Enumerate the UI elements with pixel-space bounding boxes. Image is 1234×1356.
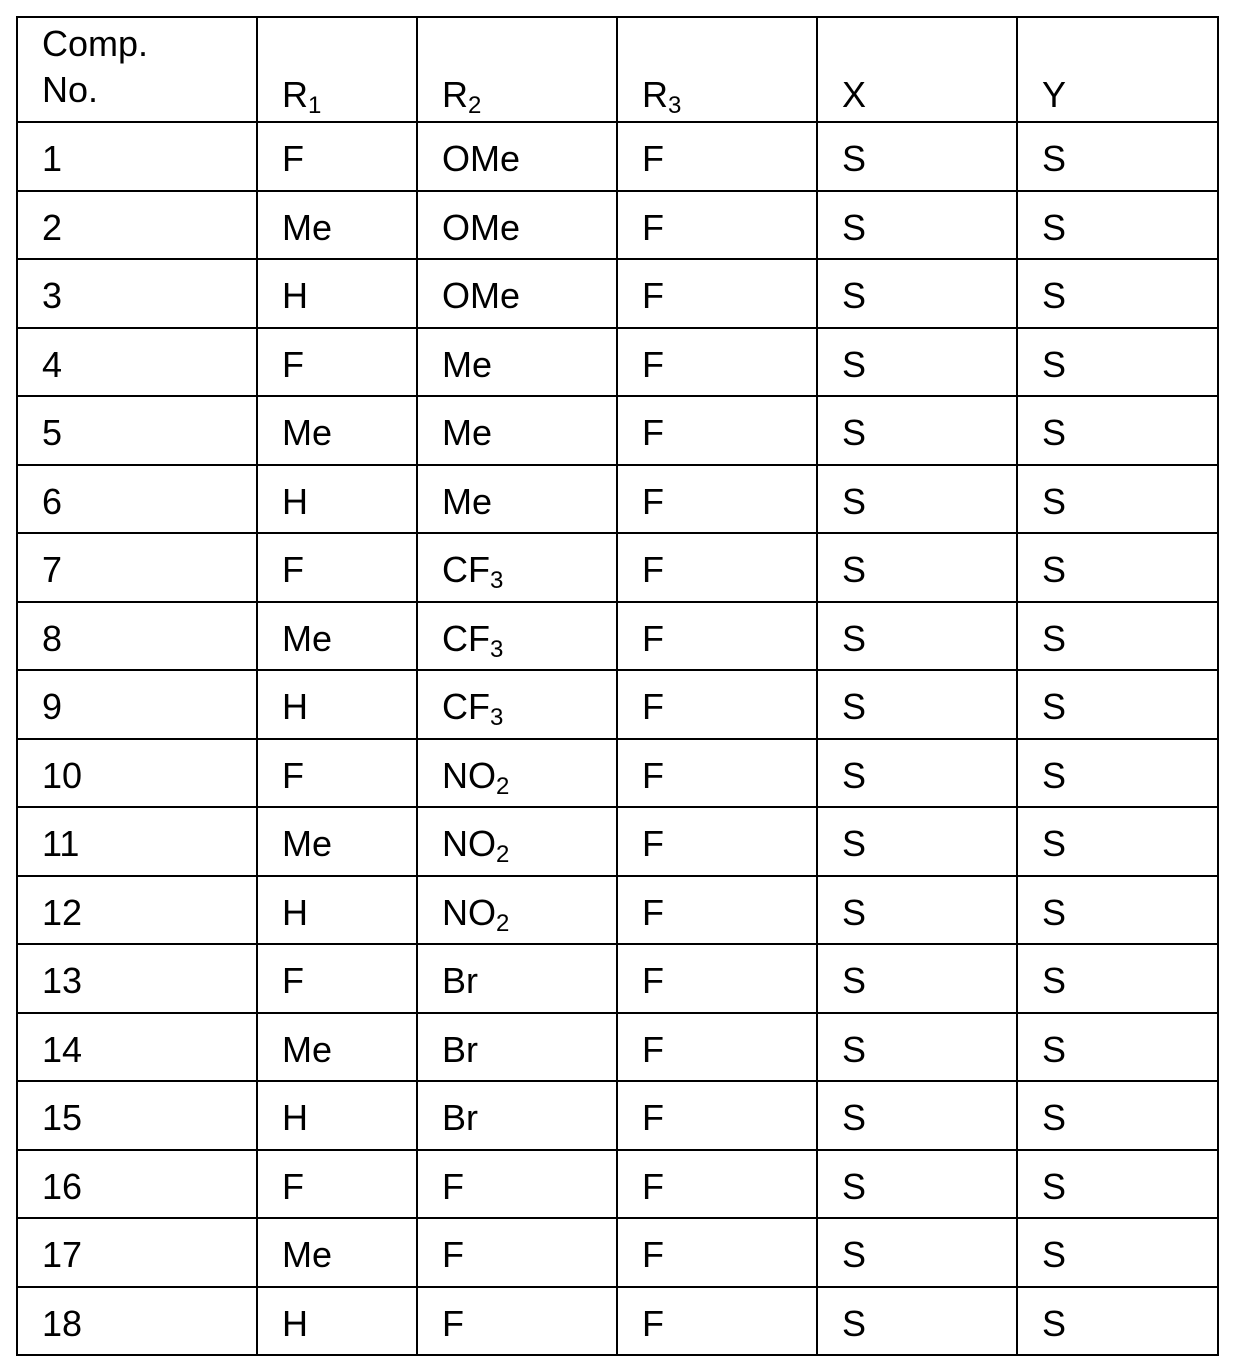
cell-y — [1017, 807, 1218, 876]
cell-y — [1017, 533, 1218, 602]
table-row — [17, 328, 1218, 397]
cell-x — [817, 465, 1017, 534]
table-row — [17, 122, 1218, 191]
cell-r2 — [417, 1013, 617, 1082]
cell-r1 — [257, 396, 417, 465]
y-value: S — [1042, 891, 1067, 933]
cell-x — [817, 191, 1017, 260]
r1-value: Me — [282, 617, 333, 659]
cell-r3 — [617, 328, 817, 397]
comp-no-value: 5 — [42, 412, 63, 454]
cell-r1 — [257, 259, 417, 328]
r3-value: F — [642, 1097, 664, 1139]
comp-no-value: 16 — [42, 1165, 83, 1207]
cell-x — [817, 533, 1017, 602]
cell-r3 — [617, 1287, 817, 1356]
header-comp-no — [17, 17, 257, 122]
cell-r3 — [617, 533, 817, 602]
r3-value: F — [642, 960, 664, 1002]
y-value: S — [1042, 1097, 1067, 1139]
cell-r3 — [617, 1013, 817, 1082]
cell-r1 — [257, 465, 417, 534]
r1-value: Me — [282, 1234, 333, 1276]
x-value: S — [842, 1028, 867, 1070]
cell-y — [1017, 739, 1218, 808]
cell-x — [817, 1081, 1017, 1150]
table-row — [17, 1150, 1218, 1219]
r2-value: NO — [442, 823, 496, 865]
cell-comp-no — [17, 739, 257, 808]
cell-y — [1017, 465, 1218, 534]
cell-r2 — [417, 670, 617, 739]
r3-value: F — [642, 480, 664, 522]
r1-value: Me — [282, 1028, 333, 1070]
cell-y — [1017, 328, 1218, 397]
cell-comp-no — [17, 876, 257, 945]
header-r2 — [417, 17, 617, 122]
cell-r1 — [257, 944, 417, 1013]
r1-value: Me — [282, 823, 333, 865]
r2-value: NO — [442, 891, 496, 933]
x-value: S — [842, 823, 867, 865]
r3-value: F — [642, 206, 664, 248]
cell-r3 — [617, 259, 817, 328]
r2-value: Br — [442, 1097, 478, 1139]
cell-r3 — [617, 876, 817, 945]
cell-comp-no — [17, 191, 257, 260]
r2-value: F — [442, 1165, 464, 1207]
header-comp-no-line1: Comp. — [42, 23, 149, 64]
y-value: S — [1042, 1165, 1067, 1207]
cell-x — [817, 807, 1017, 876]
cell-r2 — [417, 1150, 617, 1219]
cell-r1 — [257, 1287, 417, 1356]
header-comp-no-line2: No. — [42, 69, 99, 110]
header-y — [1017, 17, 1218, 122]
cell-r2 — [417, 1218, 617, 1287]
x-value: S — [842, 138, 867, 180]
x-value: S — [842, 1165, 867, 1207]
cell-comp-no — [17, 944, 257, 1013]
table-row — [17, 465, 1218, 534]
r1-value: H — [282, 275, 308, 317]
cell-r3 — [617, 191, 817, 260]
cell-x — [817, 1013, 1017, 1082]
r3-value: F — [642, 686, 664, 728]
x-value: S — [842, 1097, 867, 1139]
cell-r2 — [417, 807, 617, 876]
cell-x — [817, 259, 1017, 328]
cell-y — [1017, 1013, 1218, 1082]
cell-r1 — [257, 670, 417, 739]
y-value: S — [1042, 754, 1067, 796]
cell-y — [1017, 670, 1218, 739]
r2-subscript: 2 — [496, 772, 510, 800]
cell-y — [1017, 259, 1218, 328]
comp-no-value: 2 — [42, 206, 63, 248]
cell-r2 — [417, 259, 617, 328]
comp-no-value: 17 — [42, 1234, 83, 1276]
r1-value: F — [282, 960, 304, 1002]
cell-r3 — [617, 944, 817, 1013]
r1-value: F — [282, 343, 304, 385]
cell-y — [1017, 602, 1218, 671]
r2-subscript: 3 — [490, 704, 504, 732]
cell-r3 — [617, 670, 817, 739]
x-value: S — [842, 275, 867, 317]
table-row — [17, 670, 1218, 739]
x-value: S — [842, 1302, 867, 1344]
cell-x — [817, 739, 1017, 808]
r2-value: Br — [442, 960, 478, 1002]
r2-value: CF — [442, 617, 490, 659]
cell-r1 — [257, 807, 417, 876]
cell-comp-no — [17, 807, 257, 876]
y-value: S — [1042, 823, 1067, 865]
cell-y — [1017, 191, 1218, 260]
table-row — [17, 1081, 1218, 1150]
r2-value: Me — [442, 343, 493, 385]
header-r1-base: R — [282, 74, 308, 115]
header-r2-sub: 2 — [468, 92, 482, 119]
cell-r3 — [617, 1081, 817, 1150]
compound-table — [16, 16, 1219, 1356]
r3-value: F — [642, 1234, 664, 1276]
r1-value: H — [282, 686, 308, 728]
r3-value: F — [642, 617, 664, 659]
comp-no-value: 9 — [42, 686, 63, 728]
header-row — [17, 17, 1218, 122]
cell-x — [817, 876, 1017, 945]
y-value: S — [1042, 960, 1067, 1002]
header-r3-sub: 3 — [668, 92, 682, 119]
cell-r2 — [417, 1287, 617, 1356]
cell-r2 — [417, 533, 617, 602]
x-value: S — [842, 412, 867, 454]
comp-no-value: 3 — [42, 275, 63, 317]
cell-y — [1017, 1150, 1218, 1219]
cell-r2 — [417, 944, 617, 1013]
y-value: S — [1042, 275, 1067, 317]
cell-x — [817, 328, 1017, 397]
comp-no-value: 1 — [42, 138, 63, 180]
comp-no-value: 4 — [42, 343, 63, 385]
r1-value: H — [282, 1302, 308, 1344]
table-row — [17, 1218, 1218, 1287]
header-y-base: Y — [1042, 74, 1067, 115]
comp-no-value: 13 — [42, 960, 83, 1002]
y-value: S — [1042, 138, 1067, 180]
cell-comp-no — [17, 328, 257, 397]
cell-r3 — [617, 1150, 817, 1219]
table-row — [17, 1013, 1218, 1082]
y-value: S — [1042, 480, 1067, 522]
cell-x — [817, 396, 1017, 465]
cell-r2 — [417, 876, 617, 945]
cell-comp-no — [17, 122, 257, 191]
comp-no-value: 14 — [42, 1028, 83, 1070]
cell-comp-no — [17, 1287, 257, 1356]
cell-y — [1017, 1287, 1218, 1356]
r1-value: F — [282, 754, 304, 796]
header-r3-base: R — [642, 74, 668, 115]
cell-r2 — [417, 122, 617, 191]
r2-value: F — [442, 1234, 464, 1276]
r2-value: Me — [442, 412, 493, 454]
cell-y — [1017, 122, 1218, 191]
comp-no-value: 12 — [42, 891, 83, 933]
r2-subscript: 3 — [490, 635, 504, 663]
comp-no-value: 6 — [42, 480, 63, 522]
cell-r1 — [257, 1081, 417, 1150]
cell-r2 — [417, 191, 617, 260]
cell-r1 — [257, 533, 417, 602]
r3-value: F — [642, 549, 664, 591]
cell-r2 — [417, 1081, 617, 1150]
cell-comp-no — [17, 1081, 257, 1150]
table-row — [17, 191, 1218, 260]
comp-no-value: 10 — [42, 754, 83, 796]
cell-r3 — [617, 602, 817, 671]
r3-value: F — [642, 823, 664, 865]
cell-r2 — [417, 602, 617, 671]
cell-r3 — [617, 122, 817, 191]
r1-value: H — [282, 1097, 308, 1139]
y-value: S — [1042, 206, 1067, 248]
r2-value: OMe — [442, 275, 521, 317]
header-x-base: X — [842, 74, 867, 115]
r2-value: OMe — [442, 138, 521, 180]
table-row — [17, 1287, 1218, 1356]
table-row — [17, 533, 1218, 602]
cell-r2 — [417, 328, 617, 397]
r1-value: F — [282, 549, 304, 591]
y-value: S — [1042, 343, 1067, 385]
r3-value: F — [642, 754, 664, 796]
x-value: S — [842, 343, 867, 385]
r1-value: F — [282, 1165, 304, 1207]
cell-r1 — [257, 328, 417, 397]
r2-subscript: 2 — [496, 909, 510, 937]
cell-x — [817, 1150, 1017, 1219]
cell-comp-no — [17, 533, 257, 602]
cell-r1 — [257, 602, 417, 671]
cell-r1 — [257, 1218, 417, 1287]
r2-value: OMe — [442, 206, 521, 248]
r2-value: F — [442, 1302, 464, 1344]
cell-x — [817, 602, 1017, 671]
r2-value: Me — [442, 480, 493, 522]
cell-r1 — [257, 876, 417, 945]
cell-x — [817, 1218, 1017, 1287]
cell-y — [1017, 876, 1218, 945]
table-row — [17, 876, 1218, 945]
cell-r1 — [257, 122, 417, 191]
cell-comp-no — [17, 1013, 257, 1082]
cell-r2 — [417, 739, 617, 808]
cell-r3 — [617, 396, 817, 465]
cell-x — [817, 944, 1017, 1013]
r3-value: F — [642, 343, 664, 385]
r2-subscript: 3 — [490, 567, 504, 595]
y-value: S — [1042, 1302, 1067, 1344]
cell-comp-no — [17, 602, 257, 671]
cell-comp-no — [17, 1218, 257, 1287]
r2-value: CF — [442, 686, 490, 728]
table-body — [17, 122, 1218, 1355]
header-r1-sub: 1 — [308, 92, 322, 119]
y-value: S — [1042, 549, 1067, 591]
r3-value: F — [642, 1028, 664, 1070]
x-value: S — [842, 1234, 867, 1276]
header-r3 — [617, 17, 817, 122]
y-value: S — [1042, 412, 1067, 454]
r3-value: F — [642, 1302, 664, 1344]
cell-comp-no — [17, 465, 257, 534]
cell-r2 — [417, 396, 617, 465]
comp-no-value: 11 — [42, 823, 80, 865]
r2-value: CF — [442, 549, 490, 591]
r3-value: F — [642, 1165, 664, 1207]
cell-r3 — [617, 807, 817, 876]
cell-r1 — [257, 739, 417, 808]
y-value: S — [1042, 1234, 1067, 1276]
r3-value: F — [642, 138, 664, 180]
cell-r3 — [617, 739, 817, 808]
r1-value: H — [282, 891, 308, 933]
comp-no-value: 18 — [42, 1302, 83, 1344]
r1-value: F — [282, 138, 304, 180]
cell-r1 — [257, 1150, 417, 1219]
comp-no-value: 7 — [42, 549, 63, 591]
comp-no-value: 15 — [42, 1097, 83, 1139]
r2-subscript: 2 — [496, 841, 510, 869]
header-r2-base: R — [442, 74, 468, 115]
x-value: S — [842, 686, 867, 728]
x-value: S — [842, 617, 867, 659]
table-row — [17, 807, 1218, 876]
cell-y — [1017, 396, 1218, 465]
r1-value: Me — [282, 412, 333, 454]
cell-x — [817, 122, 1017, 191]
r3-value: F — [642, 891, 664, 933]
table-row — [17, 739, 1218, 808]
r1-value: H — [282, 480, 308, 522]
r3-value: F — [642, 275, 664, 317]
cell-y — [1017, 944, 1218, 1013]
x-value: S — [842, 754, 867, 796]
x-value: S — [842, 891, 867, 933]
table-row — [17, 944, 1218, 1013]
x-value: S — [842, 960, 867, 1002]
cell-r1 — [257, 1013, 417, 1082]
comp-no-value: 8 — [42, 617, 63, 659]
header-r1 — [257, 17, 417, 122]
cell-x — [817, 1287, 1017, 1356]
r2-value: Br — [442, 1028, 478, 1070]
cell-comp-no — [17, 396, 257, 465]
cell-y — [1017, 1081, 1218, 1150]
x-value: S — [842, 206, 867, 248]
cell-r3 — [617, 1218, 817, 1287]
y-value: S — [1042, 617, 1067, 659]
table-row — [17, 259, 1218, 328]
cell-comp-no — [17, 670, 257, 739]
cell-r1 — [257, 191, 417, 260]
r2-value: NO — [442, 754, 496, 796]
cell-r2 — [417, 465, 617, 534]
cell-y — [1017, 1218, 1218, 1287]
cell-r3 — [617, 465, 817, 534]
y-value: S — [1042, 1028, 1067, 1070]
r1-value: Me — [282, 206, 333, 248]
header-x — [817, 17, 1017, 122]
r3-value: F — [642, 412, 664, 454]
table-row — [17, 396, 1218, 465]
x-value: S — [842, 480, 867, 522]
x-value: S — [842, 549, 867, 591]
cell-comp-no — [17, 259, 257, 328]
table-row — [17, 602, 1218, 671]
y-value: S — [1042, 686, 1067, 728]
cell-comp-no — [17, 1150, 257, 1219]
cell-x — [817, 670, 1017, 739]
